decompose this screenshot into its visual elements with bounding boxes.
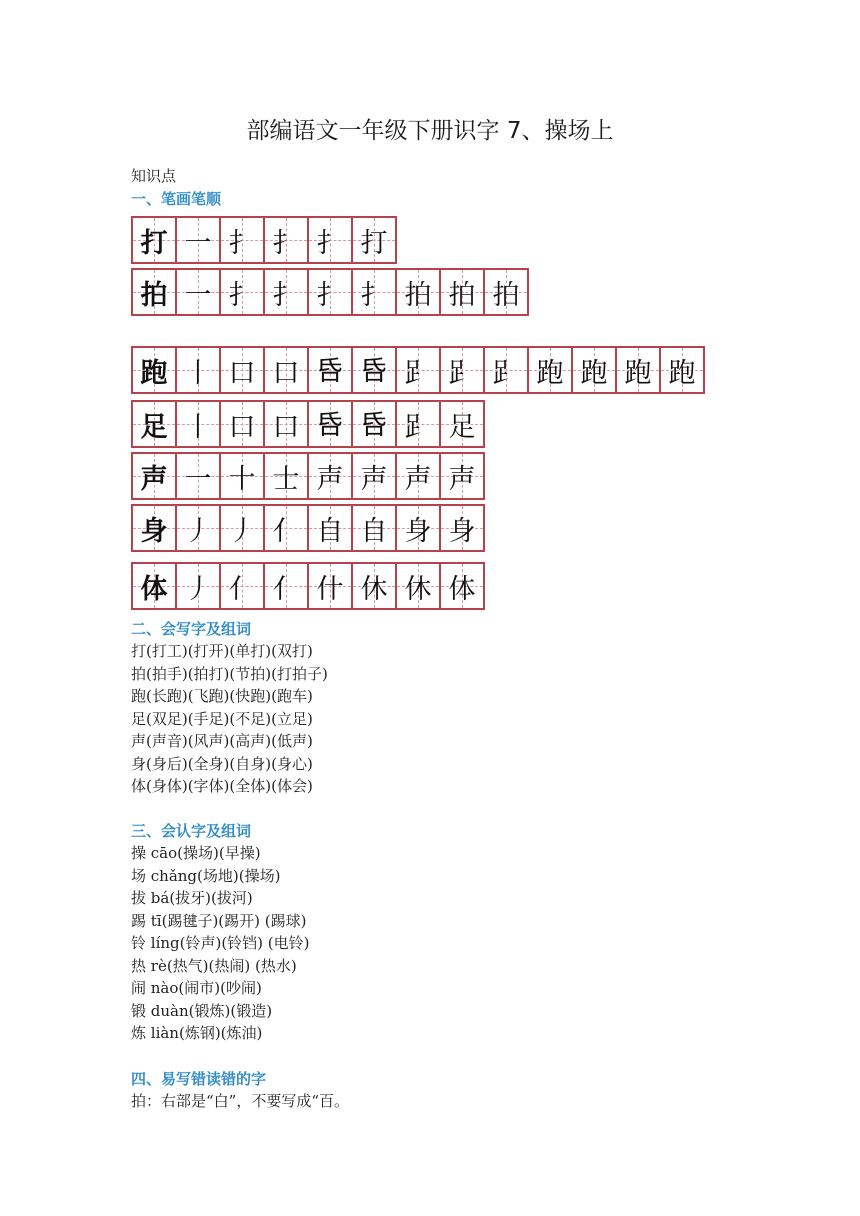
stroke-cell	[441, 454, 485, 498]
stroke-char: 拍	[492, 279, 520, 311]
stroke-cell	[177, 454, 221, 498]
stroke-char: 身	[448, 515, 476, 547]
stroke-cell	[221, 564, 265, 608]
stroke-cell	[573, 348, 617, 392]
stroke-char: 一	[184, 227, 212, 259]
stroke-char: 𧾷	[448, 357, 476, 389]
stroke-grid-row	[131, 504, 485, 552]
text-line: 热 rè(热气)(热闹) (热水)	[131, 956, 297, 975]
stroke-char: 拍	[404, 279, 432, 311]
stroke-char: 十	[228, 463, 256, 495]
stroke-char: 丿	[228, 515, 256, 547]
stroke-cell	[441, 270, 485, 314]
stroke-cell	[177, 402, 221, 446]
stroke-cell	[265, 506, 309, 550]
stroke-cell	[221, 348, 265, 392]
stroke-char: 自	[316, 515, 344, 547]
stroke-grid-row	[131, 452, 485, 500]
stroke-cell	[265, 564, 309, 608]
stroke-char: 跑	[140, 357, 168, 389]
stroke-cell	[177, 564, 221, 608]
stroke-cell	[265, 270, 309, 314]
stroke-cell	[397, 564, 441, 608]
stroke-char: 扌	[360, 279, 388, 311]
stroke-char: 士	[272, 463, 300, 495]
text-line: 铃 líng(铃声)(铃铛) (电铃)	[131, 934, 310, 952]
stroke-cell	[353, 218, 397, 262]
stroke-char: 跑	[580, 357, 608, 389]
stroke-cell	[485, 270, 529, 314]
stroke-cell	[265, 348, 309, 392]
stroke-char: 口	[228, 357, 256, 389]
stroke-cell	[265, 218, 309, 262]
stroke-cell	[397, 270, 441, 314]
stroke-char: 扌	[228, 227, 256, 259]
stroke-cell	[133, 454, 177, 498]
text-line: 拍(拍手)(拍打)(节拍)(打拍子)	[131, 664, 328, 683]
stroke-cell	[353, 348, 397, 392]
stroke-char: 丿	[184, 573, 212, 605]
stroke-cell	[309, 270, 353, 314]
stroke-cell	[397, 454, 441, 498]
stroke-char: 口	[272, 357, 300, 389]
stroke-char: 扌	[272, 227, 300, 259]
stroke-char: 𠯑	[316, 409, 344, 441]
stroke-cell	[441, 402, 485, 446]
stroke-cell	[441, 348, 485, 392]
stroke-char: 𧾷	[404, 357, 432, 389]
stroke-char: 丿	[184, 515, 212, 547]
text-line: 拍：右部是“白”，不要写成“百。	[131, 1092, 350, 1110]
text-line: 操 cāo(操场)(早操)	[131, 844, 261, 862]
text-line: 踢 tī(踢毽子)(踢开) (踢球)	[131, 911, 307, 930]
stroke-char: 𠯑	[360, 409, 388, 441]
text-line: 声(声音)(风声)(高声)(低声)	[131, 732, 313, 750]
stroke-char: 身	[404, 515, 432, 547]
stroke-char: 自	[360, 515, 388, 547]
stroke-char: 𠯑	[316, 355, 344, 387]
stroke-char: 声	[316, 463, 344, 495]
stroke-char: 声	[360, 463, 388, 495]
stroke-cell	[661, 348, 705, 392]
stroke-char: 休	[404, 573, 432, 605]
stroke-grid-row	[131, 346, 705, 394]
stroke-char: 身	[140, 515, 168, 547]
stroke-cell	[309, 218, 353, 262]
stroke-char: 足	[448, 411, 476, 443]
page-title: 部编语文一年级下册识字 7、操场上	[246, 118, 614, 144]
stroke-cell	[133, 564, 177, 608]
stroke-cell	[529, 348, 573, 392]
stroke-char: 拍	[448, 279, 476, 311]
stroke-char: 口	[272, 411, 300, 443]
stroke-cell	[353, 564, 397, 608]
text-line: 足(双足)(手足)(不足)(立足)	[131, 709, 313, 728]
text-line: 跑(长跑)(飞跑)(快跑)(跑车)	[131, 687, 313, 705]
stroke-cell	[441, 564, 485, 608]
stroke-cell	[133, 270, 177, 314]
stroke-char: 足	[140, 411, 168, 443]
stroke-cell	[309, 454, 353, 498]
text-line: 闹 nào(闹市)(吵闹)	[131, 979, 262, 997]
stroke-cell	[309, 506, 353, 550]
stroke-cell	[617, 348, 661, 392]
stroke-cell	[309, 348, 353, 392]
stroke-cell	[221, 506, 265, 550]
text-line: 炼 liàn(炼钢)(炼油)	[131, 1024, 263, 1042]
stroke-cell	[397, 402, 441, 446]
stroke-char: 一	[184, 279, 212, 311]
stroke-cell	[133, 506, 177, 550]
stroke-cell	[177, 506, 221, 550]
stroke-char: 体	[448, 573, 476, 605]
stroke-cell	[133, 218, 177, 262]
stroke-char: 体	[140, 573, 168, 605]
stroke-char: 亻	[272, 573, 300, 605]
stroke-char: 休	[360, 573, 388, 605]
text-line: 拔 bá(拔牙)(拔河)	[131, 889, 253, 907]
stroke-char: 一	[184, 463, 212, 495]
stroke-cell	[177, 270, 221, 314]
stroke-cell	[353, 270, 397, 314]
stroke-cell	[309, 564, 353, 608]
stroke-cell	[177, 218, 221, 262]
stroke-char: 亻	[228, 573, 256, 605]
stroke-char: 𧾷	[404, 411, 432, 443]
section-heading-strokes: 一、笔画笔顺	[131, 190, 222, 208]
stroke-grid-row	[131, 400, 485, 448]
stroke-char: 丨	[184, 411, 212, 443]
stroke-grid-row	[131, 216, 397, 264]
stroke-char: 扌	[316, 279, 344, 311]
text-line: 身(身后)(全身)(自身)(身心)	[131, 754, 313, 773]
stroke-cell	[221, 454, 265, 498]
stroke-char: 声	[140, 463, 168, 495]
stroke-cell	[221, 270, 265, 314]
stroke-cell	[485, 348, 529, 392]
stroke-char: 扌	[228, 279, 256, 311]
text-line: 场 chǎng(场地)(操场)	[131, 866, 281, 885]
stroke-cell	[133, 348, 177, 392]
text-line: 打(打工)(打开)(单打)(双打)	[131, 642, 313, 660]
stroke-char: 口	[228, 411, 256, 443]
stroke-char: 亻	[272, 515, 300, 547]
section-heading-writing: 二、会写字及组词	[131, 620, 252, 638]
stroke-cell	[177, 348, 221, 392]
stroke-cell	[441, 506, 485, 550]
stroke-grid-row	[131, 268, 529, 316]
stroke-char: 跑	[624, 357, 652, 389]
stroke-char: 声	[448, 463, 476, 495]
stroke-cell	[353, 506, 397, 550]
stroke-cell	[353, 402, 397, 446]
stroke-cell	[397, 506, 441, 550]
stroke-char: 打	[140, 227, 168, 259]
stroke-cell	[265, 402, 309, 446]
stroke-char: 扌	[272, 279, 300, 311]
stroke-char: 丨	[184, 357, 212, 389]
text-line: 体(身体)(字体)(全体)(体会)	[131, 777, 313, 795]
stroke-char: 𠯑	[360, 355, 388, 387]
text-line: 锻 duàn(锻炼)(锻造)	[131, 1001, 273, 1020]
stroke-cell	[309, 402, 353, 446]
stroke-char: 𧾷	[492, 357, 520, 389]
stroke-cell	[221, 218, 265, 262]
stroke-char: 跑	[668, 357, 696, 389]
stroke-char: 跑	[536, 357, 564, 389]
stroke-char: 打	[360, 227, 388, 259]
stroke-cell	[133, 402, 177, 446]
section-heading-mistakes: 四、易写错读错的字	[131, 1070, 267, 1088]
section-heading-reading: 三、会认字及组词	[131, 822, 252, 840]
stroke-char: 扌	[316, 227, 344, 259]
stroke-cell	[265, 454, 309, 498]
stroke-grid-row	[131, 562, 485, 610]
stroke-char: 拍	[140, 279, 168, 311]
knowledge-label: 知识点	[131, 167, 177, 185]
stroke-cell	[353, 454, 397, 498]
stroke-cell	[397, 348, 441, 392]
stroke-cell	[221, 402, 265, 446]
stroke-char: 什	[316, 573, 344, 605]
stroke-char: 声	[404, 463, 432, 495]
